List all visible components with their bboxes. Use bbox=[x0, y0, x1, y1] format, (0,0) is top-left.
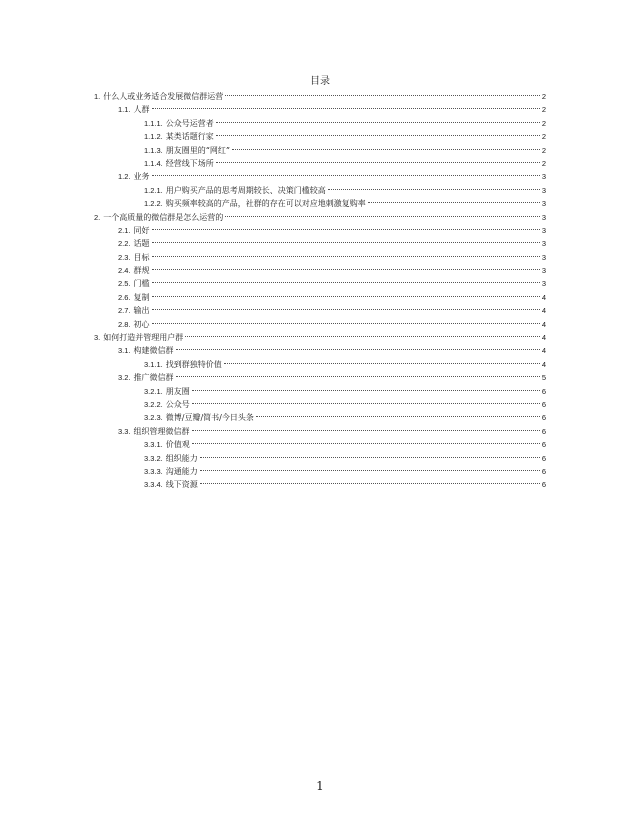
toc-dot-leader bbox=[368, 202, 540, 203]
toc-entry-title: 沟通能力 bbox=[165, 466, 198, 476]
toc-entry-number: 2.4. bbox=[118, 266, 131, 276]
toc-entry[interactable] bbox=[94, 224, 546, 237]
toc-entry-title: 找到群独特价值 bbox=[165, 359, 222, 369]
toc-dot-leader bbox=[152, 296, 540, 297]
toc-entry[interactable] bbox=[94, 344, 546, 357]
toc-entry-number: 2. bbox=[94, 212, 101, 222]
toc-entry-title: 购买频率较高的产品，社群的存在可以对应地刺激复购率 bbox=[165, 199, 366, 209]
toc-entry-title: 构建微信群 bbox=[133, 346, 174, 356]
toc-entry-page: 4 bbox=[541, 306, 546, 316]
toc-entry-number: 3.2. bbox=[118, 373, 131, 383]
toc-entry-number: 1.1.3. bbox=[144, 145, 163, 155]
toc-entry-number: 1.1. bbox=[118, 105, 131, 115]
toc-entry-title: 如何打造并管理用户群 bbox=[103, 333, 184, 343]
toc-entry-number: 3.3.1. bbox=[144, 440, 163, 450]
toc-entry-page: 4 bbox=[541, 333, 546, 343]
toc-entry-page: 4 bbox=[541, 346, 546, 356]
toc-dot-leader bbox=[152, 323, 540, 324]
table-of-contents bbox=[94, 90, 546, 492]
toc-entry-title: 同好 bbox=[133, 225, 150, 235]
toc-entry-title: 组织能力 bbox=[165, 453, 198, 463]
toc-entry-number: 2.5. bbox=[118, 279, 131, 289]
toc-entry-number: 1.2. bbox=[118, 172, 131, 182]
toc-dot-leader bbox=[152, 108, 540, 109]
toc-entry[interactable] bbox=[94, 452, 546, 465]
toc-entry-number: 2.7. bbox=[118, 306, 131, 316]
toc-dot-leader bbox=[176, 349, 540, 350]
toc-dot-leader bbox=[176, 376, 540, 377]
toc-dot-leader bbox=[185, 336, 540, 337]
toc-dot-leader bbox=[152, 282, 540, 283]
toc-entry-number: 3.1. bbox=[118, 346, 131, 356]
toc-entry-number: 2.6. bbox=[118, 292, 131, 302]
toc-dot-leader bbox=[192, 443, 540, 444]
toc-entry-title: 目标 bbox=[133, 252, 150, 262]
toc-entry[interactable] bbox=[94, 170, 546, 183]
toc-title: 目录 bbox=[310, 76, 330, 87]
toc-dot-leader bbox=[152, 309, 540, 310]
toc-entry-number: 1.2.2. bbox=[144, 199, 163, 209]
toc-entry[interactable] bbox=[94, 157, 546, 170]
toc-entry-page: 2 bbox=[541, 105, 546, 115]
toc-entry-page: 4 bbox=[541, 319, 546, 329]
toc-entry-page: 2 bbox=[541, 158, 546, 168]
toc-entry[interactable] bbox=[94, 398, 546, 411]
toc-entry-title: 朋友圈里的“网红” bbox=[165, 145, 230, 155]
toc-entry-page: 6 bbox=[541, 440, 546, 450]
toc-entry-title: 朋友圈 bbox=[165, 386, 190, 396]
page-number: 1 bbox=[316, 779, 324, 793]
toc-entry[interactable] bbox=[94, 411, 546, 424]
toc-entry[interactable] bbox=[94, 371, 546, 384]
toc-entry[interactable] bbox=[94, 465, 546, 478]
toc-entry-page: 3 bbox=[541, 252, 546, 262]
toc-dot-leader bbox=[225, 216, 540, 217]
toc-entry-number: 3. bbox=[94, 333, 101, 343]
toc-entry-page: 2 bbox=[541, 145, 546, 155]
toc-entry-title: 门槛 bbox=[133, 279, 150, 289]
toc-entry-page: 2 bbox=[541, 118, 546, 128]
toc-dot-leader bbox=[152, 256, 540, 257]
toc-entry-title: 某类话题行家 bbox=[165, 132, 214, 142]
toc-entry-number: 2.3. bbox=[118, 252, 131, 262]
toc-entry-number: 1.1.4. bbox=[144, 158, 163, 168]
toc-entry[interactable] bbox=[94, 184, 546, 197]
toc-dot-leader bbox=[256, 416, 540, 417]
toc-entry[interactable] bbox=[94, 211, 546, 224]
toc-entry[interactable] bbox=[94, 478, 546, 491]
toc-entry[interactable] bbox=[94, 358, 546, 371]
toc-entry-page: 2 bbox=[541, 92, 546, 101]
toc-entry-title: 人群 bbox=[133, 105, 150, 115]
toc-entry-number: 3.3.4. bbox=[144, 480, 163, 490]
toc-entry[interactable] bbox=[94, 144, 546, 157]
toc-dot-leader bbox=[192, 390, 540, 391]
toc-entry-number: 3.2.1. bbox=[144, 386, 163, 396]
toc-entry-page: 6 bbox=[541, 399, 546, 409]
toc-entry-page: 6 bbox=[541, 466, 546, 476]
toc-entry-title: 业务 bbox=[133, 172, 150, 182]
toc-entry-number: 2.1. bbox=[118, 225, 131, 235]
toc-entry-page: 2 bbox=[541, 132, 546, 142]
toc-entry[interactable] bbox=[94, 264, 546, 277]
toc-entry-page: 4 bbox=[541, 292, 546, 302]
toc-entry-title: 话题 bbox=[133, 239, 150, 249]
toc-entry[interactable] bbox=[94, 237, 546, 250]
toc-entry-page: 6 bbox=[541, 480, 546, 490]
toc-entry-number: 2.8. bbox=[118, 319, 131, 329]
toc-entry[interactable] bbox=[94, 130, 546, 143]
toc-entry-title: 一个高质量的微信群是怎么运营的 bbox=[103, 212, 224, 222]
toc-entry-title: 线下资源 bbox=[165, 480, 198, 490]
toc-entry-page: 3 bbox=[541, 225, 546, 235]
toc-entry-title: 什么人或业务适合发展微信群运营 bbox=[103, 92, 224, 101]
toc-entry[interactable] bbox=[94, 425, 546, 438]
toc-dot-leader bbox=[232, 149, 540, 150]
toc-entry-title: 微博/豆瓣/简书/今日头条 bbox=[165, 413, 254, 423]
toc-entry[interactable] bbox=[94, 117, 546, 130]
toc-entry-page: 3 bbox=[541, 279, 546, 289]
toc-entry[interactable] bbox=[94, 277, 546, 290]
toc-entry-page: 3 bbox=[541, 199, 546, 209]
toc-dot-leader bbox=[192, 430, 540, 431]
toc-entry-page: 3 bbox=[541, 212, 546, 222]
toc-entry[interactable] bbox=[94, 318, 546, 331]
toc-entry[interactable] bbox=[94, 331, 546, 344]
toc-entry-number: 1.1.2. bbox=[144, 132, 163, 142]
toc-dot-leader bbox=[224, 363, 540, 364]
toc-entry-number: 3.3. bbox=[118, 426, 131, 436]
toc-entry-title: 初心 bbox=[133, 319, 150, 329]
toc-entry-page: 6 bbox=[541, 426, 546, 436]
toc-entry[interactable] bbox=[94, 90, 546, 103]
toc-entry-number: 3.3.3. bbox=[144, 466, 163, 476]
toc-entry-page: 3 bbox=[541, 239, 546, 249]
toc-entry-page: 6 bbox=[541, 386, 546, 396]
toc-entry-title: 复制 bbox=[133, 292, 150, 302]
toc-entry-title: 输出 bbox=[133, 306, 150, 316]
toc-entry-title: 公众号 bbox=[165, 399, 190, 409]
toc-entry-page: 3 bbox=[541, 185, 546, 195]
toc-entry-number: 1.2.1. bbox=[144, 185, 163, 195]
toc-dot-leader bbox=[200, 483, 540, 484]
toc-entry-number: 3.2.2. bbox=[144, 399, 163, 409]
toc-entry-number: 3.3.2. bbox=[144, 453, 163, 463]
toc-entry[interactable] bbox=[94, 103, 546, 116]
toc-dot-leader bbox=[200, 470, 540, 471]
toc-dot-leader bbox=[216, 135, 540, 136]
toc-entry-number: 3.1.1. bbox=[144, 359, 163, 369]
toc-entry-title: 用户购买产品的思考周期较长、决策门槛较高 bbox=[165, 185, 326, 195]
toc-entry-title: 组织管理微信群 bbox=[133, 426, 190, 436]
toc-entry[interactable] bbox=[94, 251, 546, 264]
toc-dot-leader bbox=[152, 229, 540, 230]
toc-entry-title: 经营线下场所 bbox=[165, 158, 214, 168]
toc-entry-number: 1. bbox=[94, 92, 101, 101]
toc-dot-leader bbox=[152, 175, 540, 176]
toc-entry[interactable] bbox=[94, 291, 546, 304]
toc-dot-leader bbox=[216, 162, 540, 163]
toc-dot-leader bbox=[152, 242, 540, 243]
toc-entry-page: 5 bbox=[541, 373, 546, 383]
toc-entry-page: 4 bbox=[541, 359, 546, 369]
toc-entry-title: 公众号运营者 bbox=[165, 118, 214, 128]
toc-entry[interactable] bbox=[94, 438, 546, 451]
toc-dot-leader bbox=[152, 269, 540, 270]
toc-dot-leader bbox=[216, 122, 540, 123]
toc-entry-page: 6 bbox=[541, 453, 546, 463]
toc-entry-title: 价值观 bbox=[165, 440, 190, 450]
toc-entry-page: 3 bbox=[541, 266, 546, 276]
toc-entry-page: 6 bbox=[541, 413, 546, 423]
toc-entry-page: 3 bbox=[541, 172, 546, 182]
toc-entry-title: 群规 bbox=[133, 266, 150, 276]
toc-dot-leader bbox=[192, 403, 540, 404]
toc-entry-number: 2.2. bbox=[118, 239, 131, 249]
toc-entry-title: 推广微信群 bbox=[133, 373, 174, 383]
toc-entry[interactable] bbox=[94, 197, 546, 210]
toc-entry[interactable] bbox=[94, 385, 546, 398]
toc-dot-leader bbox=[328, 189, 540, 190]
toc-dot-leader bbox=[200, 457, 540, 458]
toc-dot-leader bbox=[225, 95, 540, 96]
toc-entry[interactable] bbox=[94, 304, 546, 317]
toc-entry-number: 1.1.1. bbox=[144, 118, 163, 128]
toc-entry-number: 3.2.3. bbox=[144, 413, 163, 423]
